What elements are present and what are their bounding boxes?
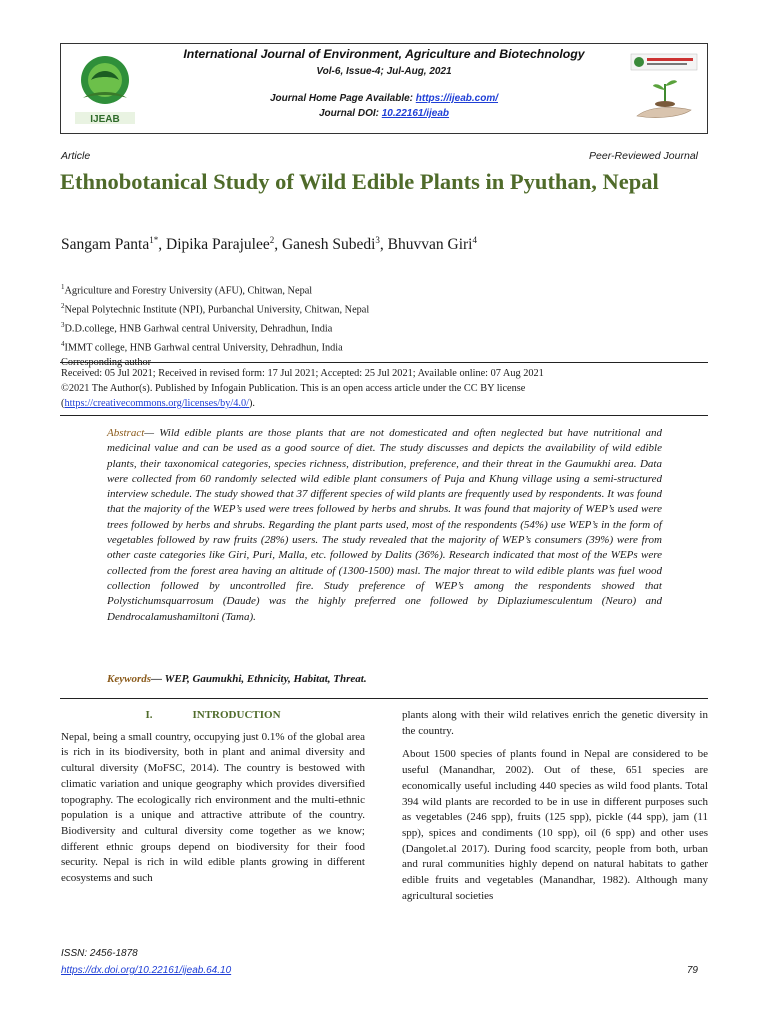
abstract-text: Wild edible plants are those plants that are not domesticated and often neglected but have nutritional and medicinal value and can be used as a good source of diet. The study discusses and depicts the availability of wild edible plants, their taxonomical categories, species richness, distribution, preference, and their threat in the Gaumukhi area. Data were collected from 60 randomly selected wild edible plant consumers of Puja and Khung village using a semi-structured interview schedule. The study showed that 37 different species of wild plants are frequently used by respondents. It was found that the majority of the WEP’s used were trees followed by herbs and shrubs. It was found that majority of WEP’s used were trees followed by herbs and shrubs. Regarding the plant parts used, most of the respondents (54%) use WEP’s in the form of vegetables followed by raw fruits (28%) users. The study revealed that the majority of WEP’s consumers (39%) were from other caste categories like Giri, Puri, Malla, etc. followed by Dalits (36%). Research indicated that most of the WEPs were collected from the forest area having an altitude of (1300-1500) masl. The major threat to wild edible plants was fuel wood collection followed by uncontrolled fire. Study preference of WEP’s among the respondents showed that Polystichumsquarrosum (Daude) was the highly preferred one followed by Diplaziumesculentum (Neuro) and Dendrocalamushamiltoni (Tama). xyxy=(107,427,663,623)
dates-line: Received: 05 Jul 2021; Received in revised form: 17 Jul 2021; Accepted: 25 Jul 2021; Available online: 07 Aug 2021 xyxy=(61,368,544,379)
header-text xyxy=(151,44,617,119)
corresponding-author: Corresponding author xyxy=(61,357,152,369)
home-label: Journal Home Page Available: xyxy=(269,93,416,104)
page-number: 79 xyxy=(686,965,698,976)
body-column-right xyxy=(402,708,708,912)
abstract-label: Abstract xyxy=(107,427,145,439)
journal-name: International Journal of Environment, Agriculture and Biotechnology xyxy=(183,47,585,61)
author-sup: 4 xyxy=(472,235,477,245)
author-sup: 2 xyxy=(269,235,275,245)
journal-logo-icon xyxy=(69,50,141,128)
svg-text:IJEAB: IJEAB xyxy=(90,114,120,125)
affiliation: $^3$D.D.college, HNB Garhwal central University, Dehradhun, India xyxy=(61,321,333,335)
intro-paragraph: Nepal, being a small country, occupying just 0.1% of the global area is rich in its biodiversity, both in plant and animal diversity and cultural diversity (MoFSC, 2014). The country is bestowed with climatic variation and unique geography which provides diversified topography. The ecologically rich environment and the multi-ethnic population is a unique and attractive attribute of the country. Biodiversity and cultural diversity come together as we know; different ethnic groups depend on biodiversity for their food security. Nepal is rich in wild edible plants growing in different ecosystems and such xyxy=(61,730,365,885)
publication-dates xyxy=(61,367,709,411)
intro-paragraph: About 1500 species of plants found in Nepal are considered to be useful (Manandhar, 2002). Out of these, 651 species are economically useful including 440 species as wild food plants. Total 394 wild plants are recorded to be in use in different purposes such as vegetables (246 spp), fruits (125 spp), pickle (44 spp), jam (11 spp), spices and condiments (10 spp), oil (6 spp) and other uses (Dangolet.al 2017). During food scarcity, people from both, urban and rural communities highly depend on natural habitats to gather edible fruits and vegetables (Manandhar, 1982). Although many agricultural societies xyxy=(402,748,708,902)
author-name: Bhuvvan Giri xyxy=(387,236,473,254)
paper-title: Ethnobotanical Study of Wild Edible Plants in Pyuthan, Nepal xyxy=(60,169,659,194)
license-url-line: (https://creativecommons.org/licenses/by/4.0/). xyxy=(61,397,256,409)
footer-doi-link[interactable]: https://dx.doi.org/10.22161/ijeab.64.10 xyxy=(61,965,232,976)
author-list: Sangam Panta$^{1*}$, Dipika Parajulee$^2$, Ganesh Subedi$^3$, Bhuvvan Giri$^4$ xyxy=(61,235,477,254)
affiliation: $^4$IMMT college, HNB Garhwal central University, Dehradhun, India xyxy=(61,340,343,354)
abstract: Abstract— Wild edible plants are those plants that are not domesticated and often neglected but have nutritional and medicinal value and can be used as a good source of diet. The study discusses and depicts the availability of wild edible plants, their taxonomical categories, species richness, distribution, preference, and their threat in the Gaumukhi area. Data were collected from 60 randomly selected wild edible plant consumers of Puja and Khung village using a semi-structured interview schedule. The study showed that 37 different species of wild plants are frequently used by respondents. It was found that the majority of the WEP’s used were trees followed by herbs and shrubs. It was found that majority of WEP’s used were trees followed by herbs and shrubs. Regarding the plant parts used, most of the respondents (54%) use WEP’s in the form of vegetables followed by raw fruits (28%) users. The study revealed that the majority of WEP’s consumers (39%) were from other caste categories like Giri, Puri, Malla, etc. followed by Dalits (36%). Research indicated that most of the WEPs were collected from the forest area having an altitude of (1300-1500) masl. The major threat to wild edible plants was fuel wood collection followed by uncontrolled fire. Study preference of WEP’s among the respondents showed that Polystichumsquarrosum (Daude) was the highly preferred one followed by Diplaziumesculentum (Neuro) and Dendrocalamushamiltoni (Tama). xyxy=(107,427,663,623)
divider xyxy=(60,415,708,416)
divider xyxy=(60,362,708,363)
license-link[interactable]: https://creativecommons.org/licenses/by/4.0/ xyxy=(64,397,249,409)
author-name: Sangam Panta xyxy=(61,236,150,254)
keywords-label: Keywords xyxy=(107,673,151,685)
footer-issn: ISSN: 2456-1878 xyxy=(61,948,138,959)
author-sup: 3 xyxy=(375,235,380,245)
home-link[interactable]: https://ijeab.com/ xyxy=(415,93,499,104)
author-name: Ganesh Subedi xyxy=(281,236,376,254)
affiliation: $^2$Nepal Polytechnic Institute (NPI), Purbanchal University, Chitwan, Nepal xyxy=(61,302,370,316)
keywords-text: WEP, Gaumukhi, Ethnicity, Habitat, Threat. xyxy=(164,673,367,685)
journal-home xyxy=(151,93,617,104)
body-column-left xyxy=(61,708,365,887)
affiliation: $^1$Agriculture and Forestry University (AFU), Chitwan, Nepal xyxy=(61,283,313,297)
affiliations xyxy=(61,280,369,371)
journal-header xyxy=(60,43,708,134)
intro-paragraph: plants along with their wild relatives enrich the genetic diversity in the country. xyxy=(402,709,708,737)
author-sup: 1* xyxy=(149,235,159,245)
doi-link[interactable]: 10.22161/ijeab xyxy=(381,108,450,119)
article-type: Article xyxy=(61,150,91,162)
journal-issue: Vol-6, Issue-4; Jul-Aug, 2021 xyxy=(316,66,452,77)
journal-doi xyxy=(151,108,617,119)
seedling-hand-icon xyxy=(629,50,699,128)
doi-label: Journal DOI: xyxy=(318,108,382,119)
author-name: Dipika Parajulee xyxy=(166,236,270,254)
license-line: ©2021 The Author(s). Published by Infogain Publication. This is an open access article under the CC BY license xyxy=(61,382,526,394)
divider xyxy=(60,698,708,699)
section-heading: I. INTRODUCTION xyxy=(145,709,281,721)
review-type: Peer-Reviewed Journal xyxy=(589,150,698,162)
keywords: Keywords— WEP, Gaumukhi, Ethnicity, Habitat, Threat. xyxy=(107,673,367,685)
